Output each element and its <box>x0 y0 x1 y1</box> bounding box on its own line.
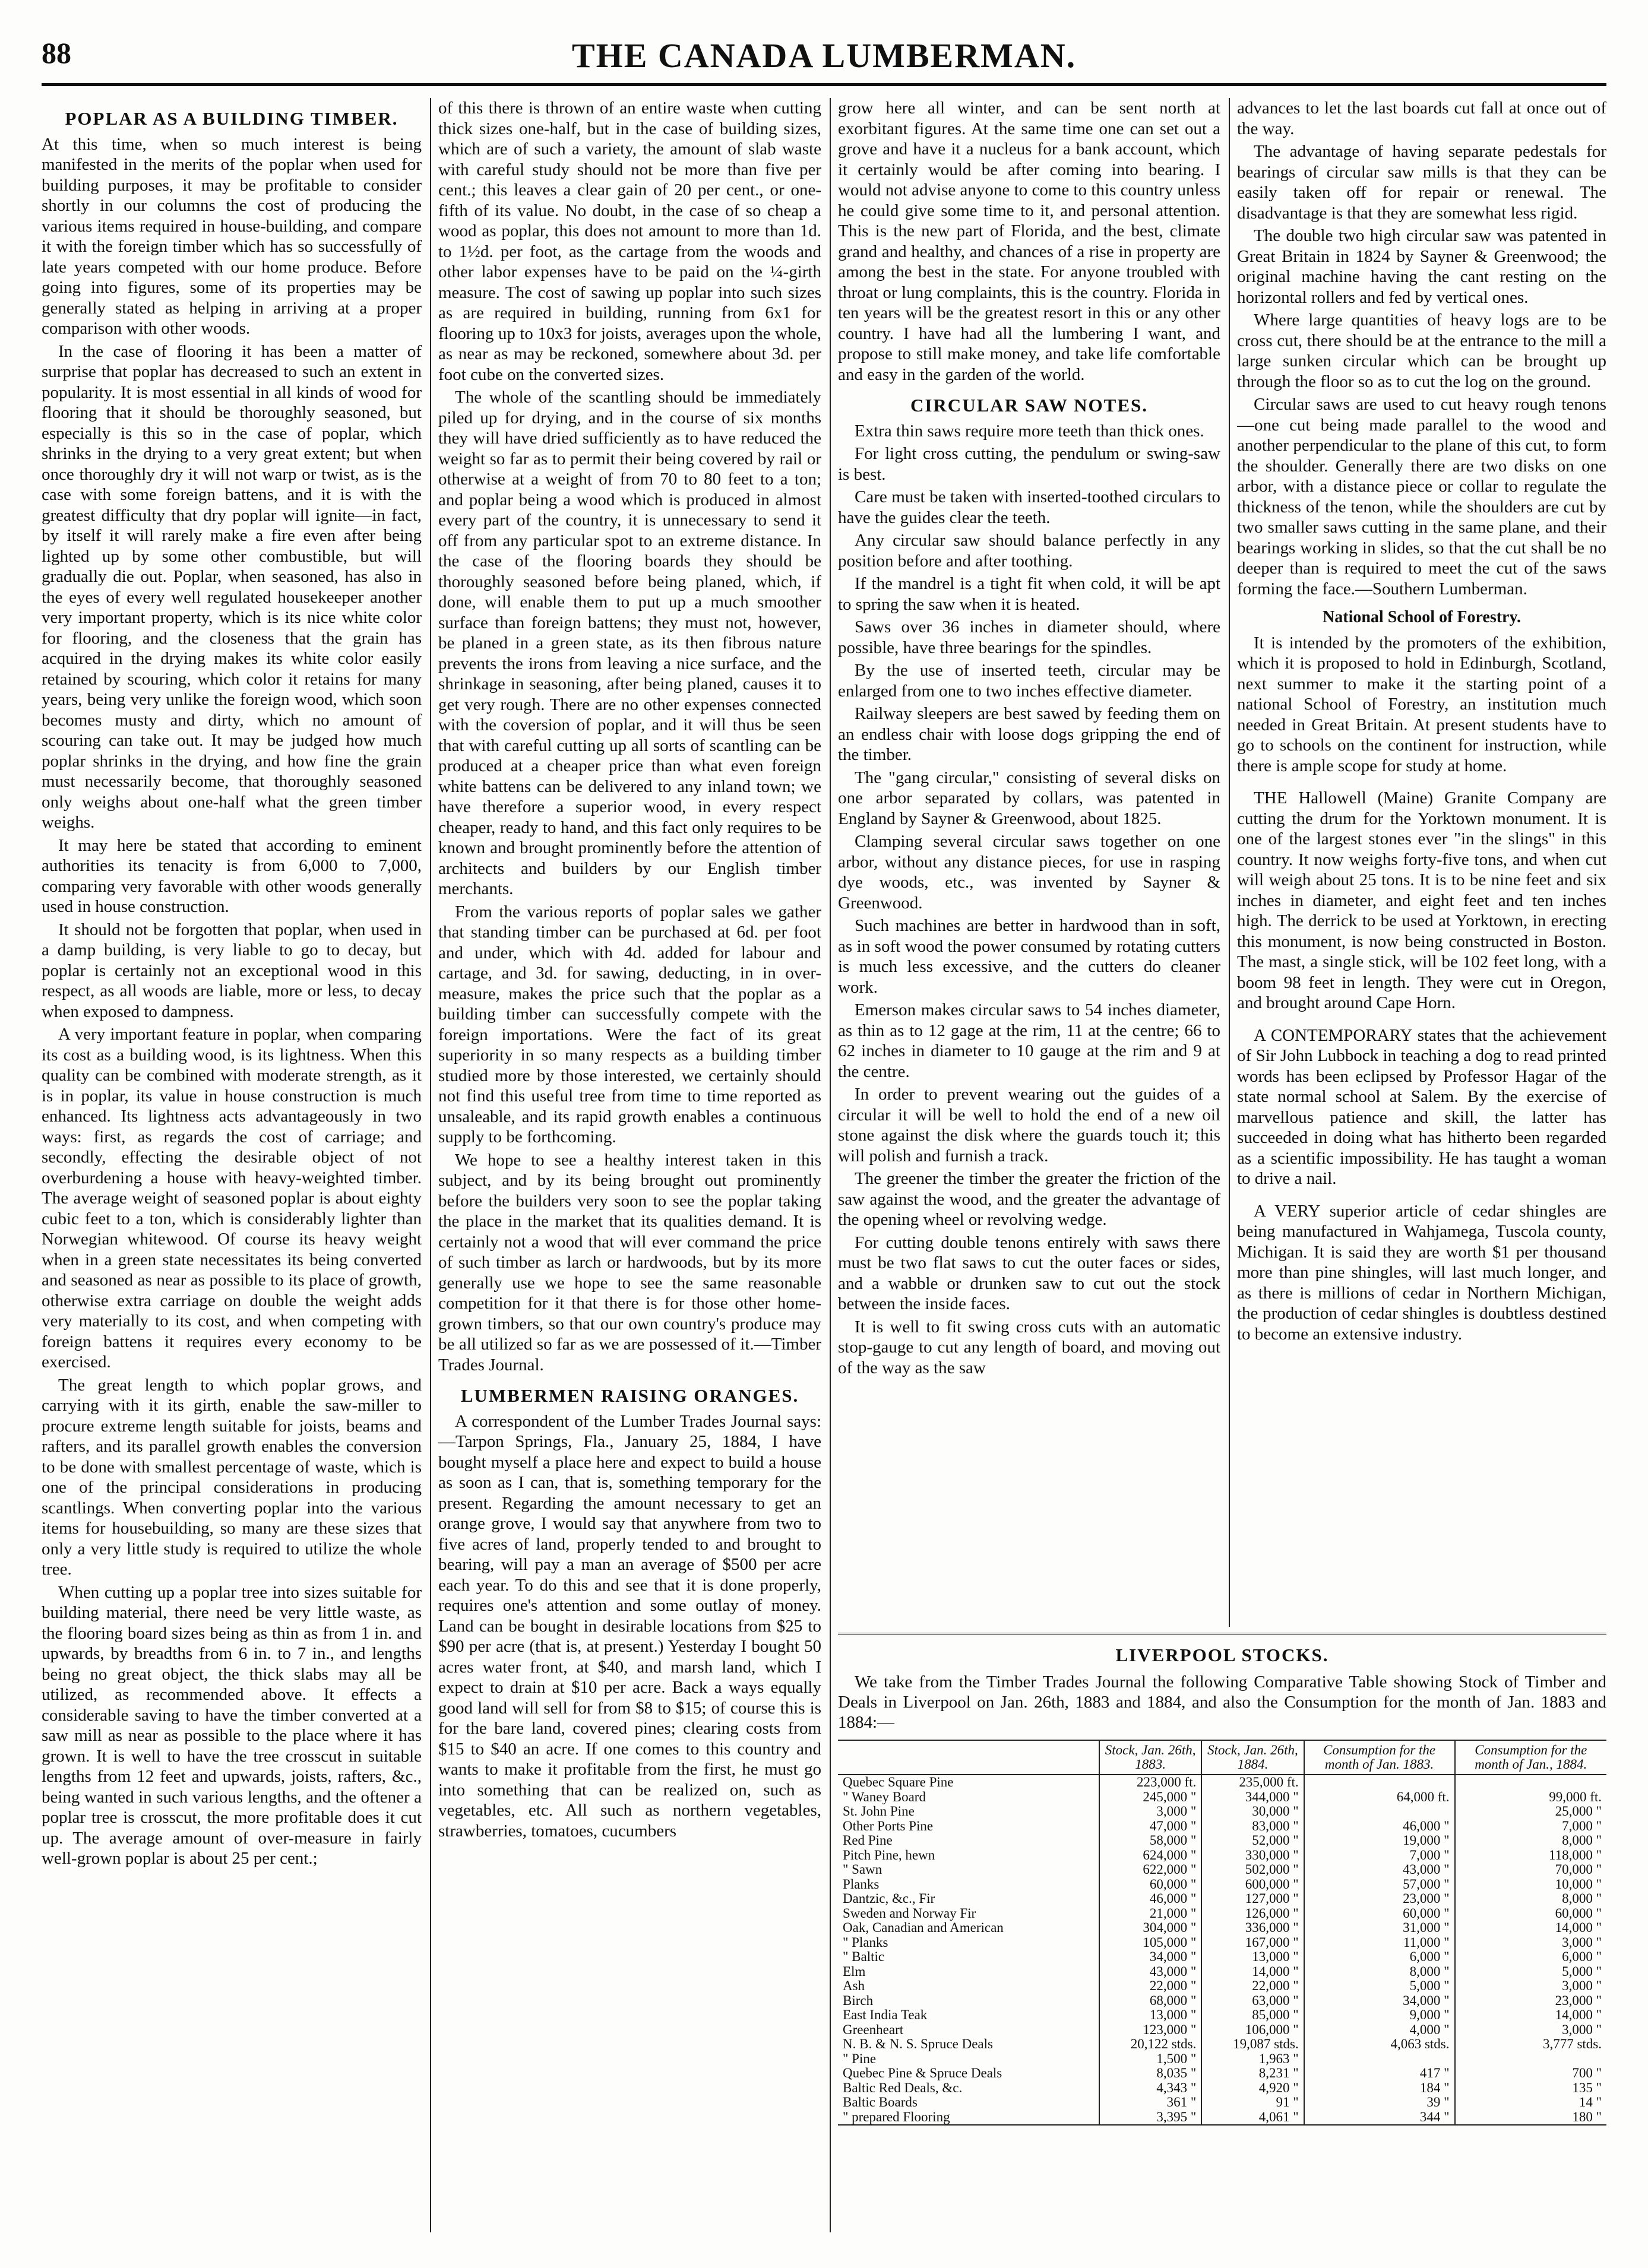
saw-note: Any circular saw should balance perfectly in any position before and after toothing. <box>838 531 1220 571</box>
page-number: 88 <box>42 36 71 69</box>
table-cell-item: N. B. & N. S. Spruce Deals <box>843 2036 993 2051</box>
saw-note: In order to prevent wearing out the guides of a circular it will be well to hold the end of a new oil stone against the disk where the guards touch it; this will polish and furnish a track. <box>838 1085 1220 1165</box>
table-cell-value: 118,000 " <box>1455 1848 1607 1863</box>
table-cell-value <box>1455 1775 1607 1790</box>
table-header: Consumption for the month of Jan., 1884. <box>1455 1740 1607 1775</box>
article-paragraph: A very important feature in poplar, when comparing its cost as a building wood, is its lightness. When this quality can be combined with moderate strength, as it is in poplar, its value in house construction is much enhanced. Its lightness acts advantageously in two ways: first, as regards the cost of carriage; and secondly, effecting the desirable object of not overburdening a house with heavy-weighted timber. The average weight of seasoned poplar is about eighty cubic feet to a ton, which is considerably lighter than Norwegian whitewood. Of course its heavy weight when in a green state necessitates its being converted and seasoned as near as possible to its place of growth, otherwise extra carriage on double the weight adds very materially to its cost, and when competing with foreign battens it requires every economy to be exercised. <box>42 1025 422 1371</box>
saw-note: Care must be taken with inserted-toothed circulars to have the guides clear the teeth. <box>838 487 1220 527</box>
table-cell-value: 3,000 " <box>1099 1804 1201 1819</box>
table-cell-item: Birch <box>843 1993 874 2008</box>
table-cell-value: 63,000 " <box>1201 1994 1304 2009</box>
saw-note: Circular saws are used to cut heavy rough tenons—one cut being made parallel to the wood and another perpendicular to the plane of this cut, to form the shoulder. Generally there are two disks on one arbor, with a distance piece or collar to regulate the thickness of the tenon, while the shoulders are cut by two smaller saws cutting in the same plane, and their bearings working in slides, so that the cut shall be no deeper than is required to meet the cut of the saws forming the face.—Southern Lumberman. <box>1237 395 1606 598</box>
header-rule <box>42 83 1606 86</box>
table-cell-item: " Sawn <box>843 1862 882 1877</box>
table-cell-value: 3,000 " <box>1455 2023 1607 2038</box>
saw-note: If the mandrel is a tight fit when cold, it will be apt to spring the saw when it is heated. <box>838 574 1220 614</box>
table-row <box>838 1833 1606 1848</box>
table-cell-value: 336,000 " <box>1201 1921 1304 1936</box>
table-row <box>838 1906 1606 1921</box>
table-cell-value: 34,000 " <box>1099 1950 1201 1965</box>
saw-note: Emerson makes circular saws to 54 inches diameter, as thin as to 12 gage at the rim, 11 at the centre; 66 to 62 inches in diameter to 10 gauge at the rim and 9 at the centre. <box>838 1000 1220 1081</box>
table-cell-value: 4,920 " <box>1201 2081 1304 2096</box>
table-header-row <box>838 1740 1606 1775</box>
masthead-title: THE CANADA LUMBERMAN. <box>571 36 1077 75</box>
table-header: Consumption for the month of Jan. 1883. <box>1304 1740 1455 1775</box>
table-cell-value: 3,000 " <box>1455 1979 1607 1994</box>
table-cell-value: 127,000 " <box>1201 1892 1304 1906</box>
table-cell-value: 123,000 " <box>1099 2023 1201 2038</box>
table-cell-value: 5,000 " <box>1455 1965 1607 1979</box>
table-row <box>838 1804 1606 1819</box>
article-paragraph: grow here all winter, and can be sent north at exorbitant figures. At the same time one can set out a grove and have it a nucleus for a bank account, which it certainly would be after coming into bearing. I would not advise anyone to come to this country unless he could give some time to it, and personal attention. This is the new part of Florida, and the best, climate grand and healthy, and chances of a rise in property are among the best in the state. For anyone troubled with throat or lung complaints, this is the country. Florida in ten years will be the greatest resort in this or any other country. I have had all the lumbering I want, and propose to still make money, and take life comfortable and easy in the garden of the world. <box>838 99 1220 384</box>
table-cell-value: 52,000 " <box>1201 1833 1304 1848</box>
table-cell-value: 135 " <box>1455 2081 1607 2096</box>
article-paragraph: From the various reports of poplar sales we gather that standing timber can be purchased at 6d. per foot and under, which with 4d. added for labour and cartage, and 3d. for sawing, deducting, in in over-measure, makes the price such that the poplar as a building timber can successfully compete with the foreign importations. Were the fact of its great superiority in so many respects as a building timber studied more by those interested, we certainly should not find this useful tree from time to time reported as unsaleable, and its rapid growth enables a continuous supply to be forthcoming. <box>438 902 821 1146</box>
table-row <box>838 2081 1606 2096</box>
table-cell-item: East India Teak <box>843 2007 928 2022</box>
table-cell-value: 344 " <box>1304 2110 1455 2126</box>
saw-note: Such machines are better in hardwood than in soft, as in soft wood the power consumed by rotating cutters is much less excessive, and the cutters do cleaner work. <box>838 916 1220 997</box>
table-header: Stock, Jan. 26th, 1884. <box>1201 1740 1304 1775</box>
saw-note: Where large quantities of heavy logs are to be cross cut, there should be at the entrance to the mill a large sunken circular which can be brought up through the floor so as to cut the log on the ground. <box>1237 311 1606 391</box>
article-paragraph: At this time, when so much interest is being manifested in the merits of the poplar when used for building purposes, it may be profitable to consider shortly in our columns the cost of producing the various items required in house-building, and compare it with the foreign timber which has so successfully of late years competed with our home produce. Before going into figures, some of its properties may be generally stated as helping in arriving at a proper comparison with other woods. <box>42 134 422 338</box>
table-cell-value: 624,000 " <box>1099 1848 1201 1863</box>
table-cell-value: 14,000 " <box>1455 2008 1607 2023</box>
column-divider <box>1229 98 1230 1627</box>
table-cell-value: 47,000 " <box>1099 1819 1201 1834</box>
table-cell-value: 1,500 " <box>1099 2052 1201 2067</box>
table-row <box>838 1892 1606 1906</box>
article-paragraph: In the case of flooring it has been a matter of surprise that poplar has decreased to such an extent in popularity. It is most essential in all kinds of wood for flooring that it should be thoroughly seasoned, but especially is this so in the case of poplar, which shrinks in the drying to a very great extent; but when once thoroughly dry it will not warp or twist, as is the case with some foreign battens, and it is with the greatest difficulty that dry poplar will ignite—in fact, by itself it will rarely make a fire even after being lighted up by some other combustible, but will gradually die out. Poplar, when seasoned, has also in the eyes of every well regulated housekeeper another very important property, which is its nice white color for flooring, and the closeness that the grain has acquired in the drying makes its white color easily retained by scouring, which color it retains for many years, being very unlike the foreign wood, which soon becomes musty and dirty, which no amount of scouring can take out. It may be judged how much poplar shrinks in the drying, and how fine the grain must necessarily become, that thoroughly seasoned only weighs about one-half what the green timber weighs. <box>42 341 422 832</box>
table-cell-value: 11,000 " <box>1304 1936 1455 1950</box>
table-cell-value: 20,122 stds. <box>1099 2037 1201 2052</box>
saw-note: advances to let the last boards cut fall at once out of the way. <box>1237 99 1606 138</box>
table-cell-value: 106,000 " <box>1201 2023 1304 2038</box>
article-heading: POPLAR AS A BUILDING TIMBER. <box>65 108 398 129</box>
page-header <box>42 36 1606 77</box>
table-cell-value: 3,000 " <box>1455 1936 1607 1950</box>
table-row <box>838 1994 1606 2009</box>
table-cell-item: Other Ports Pine <box>843 1818 934 1833</box>
table-cell-value: 8,231 " <box>1201 2066 1304 2081</box>
saw-note: It is well to fit swing cross cuts with an automatic stop-gauge to cut any length of board, and moving out of the way as the saw <box>838 1317 1220 1377</box>
table-cell-value: 105,000 " <box>1099 1936 1201 1950</box>
section-rule <box>838 1633 1606 1635</box>
table-cell-value: 235,000 ft. <box>1201 1775 1304 1790</box>
table-cell-value: 4,343 " <box>1099 2081 1201 2096</box>
article-paragraph: A correspondent of the Lumber Trades Journal says:—Tarpon Springs, Fla., January 25, 1884, I have bought myself a place here and expect to build a house as soon as I can, that is, something temporary for the present. Regarding the amount necessary to get an orange grove, I would say that anywhere from two to five acres of land, properly tended to and brought to bearing, will pay a man an average of $500 per acre each year. To do this and see that it is done properly, requires one's attention and some outlay of money. Land can be bought in desirable locations from $25 to $90 per acre (that is, at present.) Yesterday I bought 50 acres water front, at $40, and marsh land, which I expect to drain at $10 per acre. Back a ways equally good land will sell for from $8 to $15; of course this is for the bare land, covered pines; clearing costs from $15 to $40 an acre. If one comes to this country and wants to make it profitable from the first, he must go into something that can be realized on, such as vegetables, etc. All such as northern vegetables, strawberries, tomatoes, cucumbers <box>438 1411 821 1841</box>
table-cell-value: 46,000 " <box>1099 1892 1201 1906</box>
table-cell-value: 13,000 " <box>1099 2008 1201 2023</box>
article-saw-notes-continued <box>1237 98 1606 1627</box>
table-row <box>838 1950 1606 1965</box>
table-cell-value: 622,000 " <box>1099 1862 1201 1877</box>
article-poplar-continued <box>438 98 821 2232</box>
table-cell-value: 21,000 " <box>1099 1906 1201 1921</box>
table-cell-value: 344,000 " <box>1201 1790 1304 1805</box>
table-row <box>838 2052 1606 2067</box>
table-cell-value: 22,000 " <box>1201 1979 1304 1994</box>
table-cell-value: 60,000 " <box>1455 1906 1607 1921</box>
table-cell-item: Red Pine <box>843 1833 893 1848</box>
news-item: A CONTEMPORARY states that the achievement of Sir John Lubbock in teaching a dog to read printed words has been eclipsed by Professor Hagar of the state normal school at Salem. By the exercise of marvellous patience and skill, the latter has succeeded in doing what has hitherto been regarded as a scientific impossibility. He has taught a woman to drive a nail. <box>1237 1025 1606 1188</box>
table-cell-value <box>1455 2052 1607 2067</box>
table-cell-value: 14,000 " <box>1455 1921 1607 1936</box>
table-cell-item: Baltic Red Deals, &c. <box>843 2080 963 2095</box>
table-cell-value: 8,000 " <box>1455 1833 1607 1848</box>
table-cell-value: 13,000 " <box>1201 1950 1304 1965</box>
table-cell-item: " Baltic <box>843 1949 885 1964</box>
table-cell-value: 58,000 " <box>1099 1833 1201 1848</box>
article-paragraph: It is intended by the promoters of the exhibition, which it is proposed to hold in Edinburgh, Scotland, next summer to make it the starting point of a national School of Forestry, an institution much needed in Great Britain. At present students have to go to schools on the continent for instruction, while there is ample scope for study at home. <box>1237 633 1606 775</box>
table-cell-value: 8,000 " <box>1455 1892 1607 1906</box>
saw-note: The "gang circular," consisting of several disks on one arbor separated by collars, was patented in England by Sayner & Greenwood, about 1825. <box>838 768 1220 828</box>
table-cell-value: 180 " <box>1455 2110 1607 2126</box>
table-row <box>838 2023 1606 2038</box>
table-row <box>838 1862 1606 1877</box>
table-row <box>838 2037 1606 2052</box>
table-cell-value: 8,035 " <box>1099 2066 1201 2081</box>
table-cell-item: Quebec Pine & Spruce Deals <box>843 2066 1002 2080</box>
table-row <box>838 1848 1606 1863</box>
saw-note: For cutting double tenons entirely with saws there must be two flat saws to cut the outer faces or sides, and a wabble or drunken saw to cut out the stock between the inside faces. <box>838 1233 1220 1313</box>
table-row <box>838 1965 1606 1979</box>
table-row <box>838 1877 1606 1892</box>
table-cell-value: 361 " <box>1099 2095 1201 2110</box>
table-cell-value: 600,000 " <box>1201 1877 1304 1892</box>
table-cell-value: 23,000 " <box>1455 1994 1607 2009</box>
article-heading: National School of Forestry. <box>1323 608 1521 626</box>
news-item: A VERY superior article of cedar shingles are being manufactured in Wahjamega, Tuscola county, Michigan. It is said they are worth $1 per thousand more than pine shingles, will last much longer, and as there is millions of cedar in Northern Michigan, the production of cedar shingles is doubtless destined to become an extensive industry. <box>1237 1201 1606 1344</box>
table-cell-value: 4,000 " <box>1304 2023 1455 2038</box>
article-paragraph: When cutting up a poplar tree into sizes suitable for building material, there need be very little waste, as the flooring board sizes being as thin as from 1 in. and upwards, by breadths from 6 in. to 7 in., and lengths being no great object, the thick slabs may all be utilized, as recommended above. It effects a considerable saving to have the timber converted at a saw mill as near as possible to the place where it has grown. It is well to have the tree crosscut in suitable lengths from 12 feet and upwards, joists, rafters, &c., being wanted in such various lengths, and the oftener a poplar tree is crosscut, the more profitable does it cut up. The average amount of over-measure in fairly well-grown poplar is about 25 per cent.; <box>42 1582 422 1868</box>
table-row <box>838 2008 1606 2023</box>
table-cell-value: 8,000 " <box>1304 1965 1455 1979</box>
table-cell-value: 25,000 " <box>1455 1804 1607 1819</box>
saw-note: Saws over 36 inches in diameter should, where possible, have three bearings for the spindles. <box>838 617 1220 657</box>
stocks-heading: LIVERPOOL STOCKS. <box>1115 1645 1329 1665</box>
saw-note: Extra thin saws require more teeth than thick ones. <box>855 421 1204 441</box>
table-cell-value: 70,000 " <box>1455 1862 1607 1877</box>
table-cell-value: 30,000 " <box>1201 1804 1304 1819</box>
article-poplar <box>42 98 422 2232</box>
table-cell-value <box>1304 1775 1455 1790</box>
table-header <box>838 1740 1099 1775</box>
table-cell-value: 304,000 " <box>1099 1921 1201 1936</box>
table-cell-item: Quebec Square Pine <box>843 1775 954 1789</box>
table-row <box>838 2110 1606 2126</box>
table-cell-value: 46,000 " <box>1304 1819 1455 1834</box>
table-cell-value: 167,000 " <box>1201 1936 1304 1950</box>
table-cell-value: 19,000 " <box>1304 1833 1455 1848</box>
table-row <box>838 1775 1606 1790</box>
table-cell-value: 7,000 " <box>1455 1819 1607 1834</box>
table-cell-value: 31,000 " <box>1304 1921 1455 1936</box>
stocks-table-body <box>838 1775 1606 2125</box>
stocks-intro: We take from the Timber Trades Journal the following Comparative Table showing Stock of Timber and Deals in Liverpool on Jan. 26th, 1883 and 1884, and also the Consumption for the month of Jan. 1883 and 1884:— <box>838 1673 1606 1732</box>
table-cell-item: Dantzic, &c., Fir <box>843 1891 935 1906</box>
liverpool-stocks <box>838 1645 1606 2238</box>
table-cell-item: Oak, Canadian and American <box>843 1920 1004 1935</box>
table-cell-value: 223,000 ft. <box>1099 1775 1201 1790</box>
table-cell-item: Greenheart <box>843 2022 904 2037</box>
table-cell-value: 700 " <box>1455 2066 1607 2081</box>
table-cell-value: 4,061 " <box>1201 2110 1304 2126</box>
table-row <box>838 1819 1606 1834</box>
table-cell-value: 330,000 " <box>1201 1848 1304 1863</box>
table-cell-item: St. John Pine <box>843 1804 915 1819</box>
table-cell-item: Elm <box>843 1963 866 1979</box>
article-oranges-and-saw-notes <box>838 98 1220 1627</box>
table-cell-value: 39 " <box>1304 2095 1455 2110</box>
article-paragraph: The whole of the scantling should be immediately piled up for drying, and in the course of six months they will have dried sufficiently as to have reduced the weight so far as to permit their being covered by rail or otherwise at a weight of from 70 to 80 feet to a ton; and poplar being a wood which is produced in almost every part of the country, it is unnecessary to send it off from any particular spot to an extreme distance. In the case of the flooring boards they should be thoroughly seasoned before being planed, which, if done, will enable them to put up a much smoother surface than foreign battens; they must not, however, be planed in a green state, as its then fibrous nature prevents the irons from leaving a nice surface, and the shrinkage in seasoning, after being planed, causes it to get very rough. There are no other expenses connected with the coversion of poplar, and it will thus be seen that with careful cutting up all sorts of scantling can be produced at a cheaper price than what even foreign white battens can be delivered to any inland town; we have therefore a superior wood, in every respect cheaper, ready to hand, and this fact only requires to be known and brought prominently before the attention of architects and builders by our English timber merchants. <box>438 388 821 898</box>
table-cell-item: " prepared Flooring <box>838 2110 1099 2126</box>
table-cell-value: 3,777 stds. <box>1455 2037 1607 2052</box>
table-cell-item: Pitch Pine, hewn <box>843 1847 935 1862</box>
table-cell-value: 19,087 stds. <box>1201 2037 1304 2052</box>
table-cell-value: 6,000 " <box>1455 1950 1607 1965</box>
saw-note: Clamping several circular saws together on one arbor, without any distance pieces, for use in rasping dye woods, etc., was invented by Sayner & Greenwood. <box>838 832 1220 913</box>
table-cell-item: Ash <box>843 1978 865 1993</box>
table-header: Stock, Jan. 26th, 1883. <box>1099 1740 1201 1775</box>
article-paragraph: The great length to which poplar grows, and carrying with it its girth, enable the saw-miller to procure extreme length suitable for joists, beams and rafters, and its parallel growth enables the conversion to be done with smallest percentage of waste, which is one of the principal considerations in producing scantlings. When converting poplar into the various items for housebuilding, so many are these sizes that only a very little study is required to utilize the whole tree. <box>42 1375 422 1579</box>
table-cell-value: 14 " <box>1455 2095 1607 2110</box>
table-cell-value: 5,000 " <box>1304 1979 1455 1994</box>
article-heading: LUMBERMEN RAISING ORANGES. <box>460 1385 799 1406</box>
saw-note: Railway sleepers are best sawed by feeding them on an endless chair with loose dogs gripping the end of the timber. <box>838 704 1220 764</box>
table-cell-value: 60,000 " <box>1099 1877 1201 1892</box>
table-cell-value: 99,000 ft. <box>1455 1790 1607 1805</box>
saw-note: By the use of inserted teeth, circular may be enlarged from one to two inches effective diameter. <box>838 661 1220 701</box>
table-cell-value: 10,000 " <box>1455 1877 1607 1892</box>
column-divider <box>830 98 831 2232</box>
stocks-table <box>838 1740 1606 2126</box>
table-row <box>838 2066 1606 2081</box>
saw-note: The advantage of having separate pedestals for bearings of circular saw mills is that they can be easily taken off for repair or renewal. The disadvantage is that they are somewhat less rigid. <box>1237 142 1606 223</box>
table-cell-item: " Waney Board <box>843 1789 926 1804</box>
table-cell-value: 4,063 stds. <box>1304 2037 1455 2052</box>
table-cell-value: 34,000 " <box>1304 1994 1455 2009</box>
table-cell-value: 91 " <box>1201 2095 1304 2110</box>
table-cell-value: 64,000 ft. <box>1304 1790 1455 1805</box>
table-cell-value: 83,000 " <box>1201 1819 1304 1834</box>
table-cell-value: 85,000 " <box>1201 2008 1304 2023</box>
saw-note: The double two high circular saw was patented in Great Britain in 1824 by Sayner & Greenwood; the original machine having the cant resting on the horizontal rollers and fed by vertical ones. <box>1237 226 1606 307</box>
table-row <box>838 1921 1606 1936</box>
article-paragraph: It should not be forgotten that poplar, when used in a damp building, is very liable to go to decay, but poplar is certainly not an exceptional wood in this respect, as all woods are liable, more or less, to decay when exposed to dampness. <box>42 920 422 1021</box>
table-cell-value: 1,963 " <box>1201 2052 1304 2067</box>
table-row <box>838 1979 1606 1994</box>
table-row <box>838 1790 1606 1805</box>
table-row <box>838 1936 1606 1950</box>
table-cell-value: 60,000 " <box>1304 1906 1455 1921</box>
table-cell-value: 23,000 " <box>1304 1892 1455 1906</box>
table-cell-item: Planks <box>843 1876 880 1892</box>
table-cell-item: " Pine <box>843 2051 877 2066</box>
saw-note: The greener the timber the greater the friction of the saw against the wood, and the greater the advantage of the opening wheel or revolving wedge. <box>838 1169 1220 1229</box>
table-cell-value: 14,000 " <box>1201 1965 1304 1979</box>
table-cell-value: 68,000 " <box>1099 1994 1201 2009</box>
table-cell-value: 502,000 " <box>1201 1862 1304 1877</box>
saw-note: For light cross cutting, the pendulum or swing-saw is best. <box>838 444 1220 484</box>
table-cell-value: 9,000 " <box>1304 2008 1455 2023</box>
news-item: THE Hallowell (Maine) Granite Company are cutting the drum for the Yorktown monument. It is one of the largest stones ever "in the slings" in this country. It now weighs forty-five tons, and when cut will weigh about 25 tons. It is to be nine feet and six inches in diameter, and eight feet and ten inches high. The derrick to be used at Yorktown, in erecting this monument, is now being constructed in Boston. The mast, a single stick, will be 102 feet long, with a boom 98 feet in length. They were cut in Oregon, and brought around Cape Horn. <box>1237 788 1606 1012</box>
table-cell-value: 7,000 " <box>1304 1848 1455 1863</box>
article-heading: CIRCULAR SAW NOTES. <box>910 395 1149 416</box>
table-cell-value: 22,000 " <box>1099 1979 1201 1994</box>
table-cell-value: 417 " <box>1304 2066 1455 2081</box>
table-row <box>838 2095 1606 2110</box>
column-divider <box>430 98 431 2232</box>
table-cell-item: Baltic Boards <box>843 2095 918 2109</box>
table-cell-value <box>1304 1804 1455 1819</box>
table-cell-item: Sweden and Norway Fir <box>843 1905 976 1921</box>
table-cell-item: " Planks <box>843 1934 888 1950</box>
table-cell-value <box>1304 2052 1455 2067</box>
table-cell-value: 184 " <box>1304 2081 1455 2096</box>
table-cell-value: 245,000 " <box>1099 1790 1201 1805</box>
table-cell-value: 43,000 " <box>1099 1965 1201 1979</box>
table-cell-value: 3,395 " <box>1099 2110 1201 2126</box>
table-cell-value: 6,000 " <box>1304 1950 1455 1965</box>
table-cell-value: 57,000 " <box>1304 1877 1455 1892</box>
table-cell-value: 126,000 " <box>1201 1906 1304 1921</box>
article-paragraph: We hope to see a healthy interest taken in this subject, and by its being brought out prominently before the builders very soon to see the poplar taking the place in the market that its qualities demand. It is certainly not a wood that will ever command the price of such timber as larch or hardwoods, but by its more generally use we hope to see the same reasonable competition for it that there is for those other home-grown timbers, so that our own country's produce may be all utilized so far as we are possessed of it.—Timber Trades Journal. <box>438 1150 821 1374</box>
table-cell-value: 43,000 " <box>1304 1862 1455 1877</box>
article-paragraph: of this there is thrown of an entire waste when cutting thick sizes one-half, but in the case of building sizes, which are of such a variety, the amount of slab waste with careful study should not be more than five per cent.; this leaves a clear gain of 20 per cent., or one-fifth of its value. No doubt, in the case of so cheap a wood as poplar, this does not amount to more than 1d. to 1½d. per foot, as the cartage from the woods and other labor expenses have to be paid on the ¼-girth measure. The cost of sawing up poplar into such sizes as are required in building, running from 6x1 for flooring up to 10x3 for joists, averages upon the whole, as near as may be reckoned, somewhere about 3d. per foot cube on the converted sizes. <box>438 99 821 384</box>
article-paragraph: It may here be stated that according to eminent authorities its tenacity is from 6,000 to 7,000, comparing very favorable with other woods generally used in house construction. <box>42 835 422 916</box>
